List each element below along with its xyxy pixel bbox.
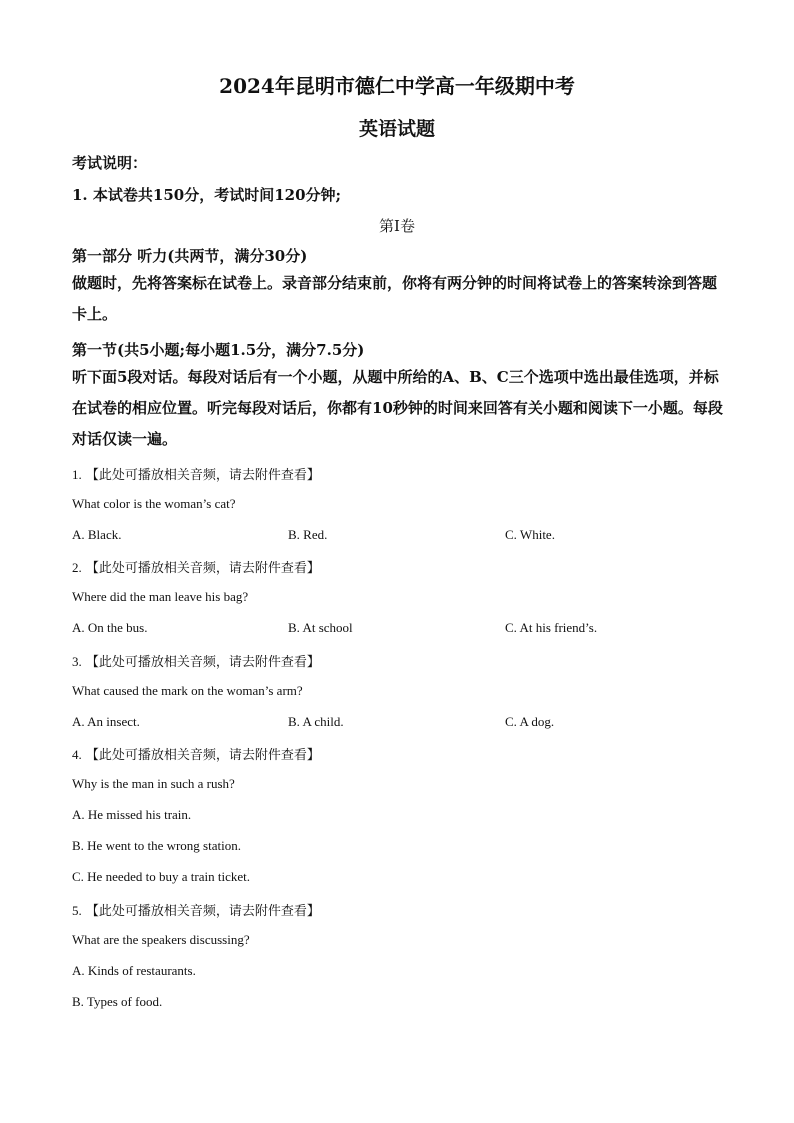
- question-3-header: [72, 651, 320, 670]
- question-2-option-c: C. At his friend’s.: [505, 620, 598, 635]
- question-1-header: [72, 464, 320, 483]
- part1-description: 做题时，先将答案标在试卷上。录音部分结束前，你将有两分钟的时间将试卷上的答案转涂到答题卡上。: [72, 274, 718, 323]
- question-2-text: Where did the man leave his bag?: [72, 589, 249, 604]
- audio-note[interactable]: 【此处可播放相关音频，请去附件查看】: [85, 561, 320, 576]
- question-5-number: 5.: [72, 903, 82, 918]
- question-2-option-b: B. At school: [288, 620, 353, 635]
- volume-label: 第I卷: [379, 217, 415, 235]
- instructions-item-1: 1. 本试卷共150分，考试时间120分钟;: [72, 186, 342, 204]
- question-2-option-a: A. On the bus.: [72, 620, 148, 635]
- audio-note[interactable]: 【此处可播放相关音频，请去附件查看】: [85, 468, 320, 483]
- question-3-number: 3.: [72, 654, 82, 669]
- question-3-option-c: C. A dog.: [505, 714, 555, 729]
- exam-title: 2024年昆明市德仁中学高一年级期中考: [219, 74, 575, 98]
- question-2-number: 2.: [72, 560, 82, 575]
- instructions-label: 考试说明：: [72, 154, 148, 172]
- question-5-text: What are the speakers discussing?: [72, 932, 250, 947]
- question-3-option-a: A. An insect.: [72, 714, 140, 729]
- question-1-option-b: B. Red.: [288, 527, 328, 542]
- question-5-option-a: A. Kinds of restaurants.: [72, 963, 196, 978]
- question-1-option-c: C. White.: [505, 527, 555, 542]
- question-3-option-b: B. A child.: [288, 714, 344, 729]
- part1-heading: 第一部分 听力(共两节，满分30分): [72, 247, 308, 265]
- question-5-option-b: B. Types of food.: [72, 994, 163, 1009]
- audio-note[interactable]: 【此处可播放相关音频，请去附件查看】: [85, 748, 320, 763]
- question-1-text: What color is the woman’s cat?: [72, 496, 236, 511]
- exam-subtitle: 英语试题: [358, 118, 435, 140]
- question-5-header: [72, 900, 320, 919]
- question-1-option-a: A. Black.: [72, 527, 122, 542]
- question-4-text: Why is the man in such a rush?: [72, 776, 235, 791]
- question-4-option-a: A. He missed his train.: [72, 807, 192, 822]
- audio-note[interactable]: 【此处可播放相关音频，请去附件查看】: [85, 655, 320, 670]
- audio-note[interactable]: 【此处可播放相关音频，请去附件查看】: [85, 904, 320, 919]
- section1-description: 听下面5段对话。每段对话后有一个小题，从题中所给的A、B、C三个选项中选出最佳选项，并标在试卷的相应位置。听完每段对话后，你都有10秒钟的时间来回答有关小题和阅读下一小题。每段对话仅读一遍。: [72, 368, 723, 448]
- question-4-number: 4.: [72, 747, 82, 762]
- question-4-option-b: B. He went to the wrong station.: [72, 838, 241, 853]
- question-3-text: What caused the mark on the woman’s arm?: [72, 683, 303, 698]
- question-4-header: [72, 744, 320, 763]
- question-4-option-c: C. He needed to buy a train ticket.: [72, 869, 250, 884]
- question-2-header: [72, 557, 320, 576]
- section1-heading: 第一节(共5小题;每小题1.5分，满分7.5分): [72, 341, 365, 359]
- question-1-number: 1.: [72, 467, 82, 482]
